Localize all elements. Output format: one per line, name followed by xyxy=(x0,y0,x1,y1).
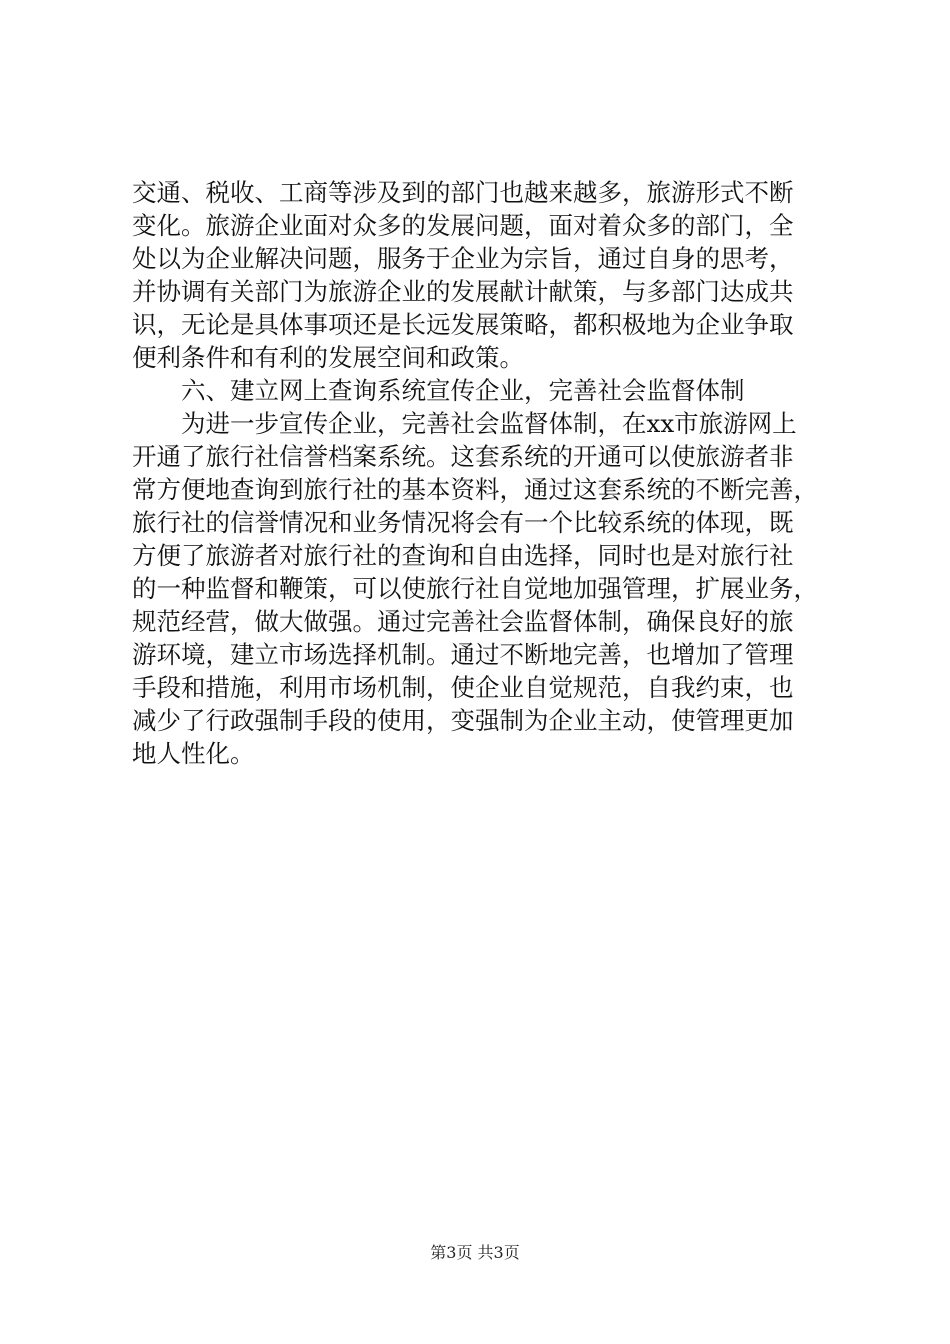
text-line: 常方便地查询到旅行社的基本资料，通过这套系统的不断完善， xyxy=(132,475,818,504)
paragraph-first-line: 为进一步宣传企业，完善社会监督体制，在xx市旅游网上 xyxy=(181,409,797,438)
text-line: 交通、税收、工商等涉及到的部门也越来越多，旅游形式不断 xyxy=(132,178,794,207)
text-line: 变化。旅游企业面对众多的发展问题，面对着众多的部门，全 xyxy=(132,211,794,240)
text-line: 便利条件和有利的发展空间和政策。 xyxy=(132,343,524,372)
text-line: 方便了旅游者对旅行社的查询和自由选择，同时也是对旅行社 xyxy=(132,541,794,570)
page-footer: 第3页 共3页 xyxy=(430,1243,520,1262)
text-line: 识，无论是具体事项还是长远发展策略，都积极地为企业争取 xyxy=(132,310,794,339)
text-line: 手段和措施，利用市场机制，使企业自觉规范，自我约束，也 xyxy=(132,673,794,702)
text-line: 开通了旅行社信誉档案系统。这套系统的开通可以使旅游者非 xyxy=(132,442,794,471)
text-line: 规范经营，做大做强。通过完善社会监督体制，确保良好的旅 xyxy=(132,607,794,636)
text-line: 处以为企业解决问题，服务于企业为宗旨，通过自身的思考， xyxy=(132,244,794,273)
text-line: 的一种监督和鞭策，可以使旅行社自觉地加强管理，扩展业务， xyxy=(132,574,818,603)
document-body xyxy=(132,176,832,770)
text-line: 并协调有关部门为旅游企业的发展献计献策，与多部门达成共 xyxy=(132,277,794,306)
section-heading: 六、建立网上查询系统宣传企业，完善社会监督体制 xyxy=(181,376,745,405)
text-line: 减少了行政强制手段的使用，变强制为企业主动，使管理更加 xyxy=(132,706,794,735)
text-line: 旅行社的信誉情况和业务情况将会有一个比较系统的体现，既 xyxy=(132,508,794,537)
text-line: 游环境，建立市场选择机制。通过不断地完善，也增加了管理 xyxy=(132,640,794,669)
text-line: 地人性化。 xyxy=(132,739,255,768)
